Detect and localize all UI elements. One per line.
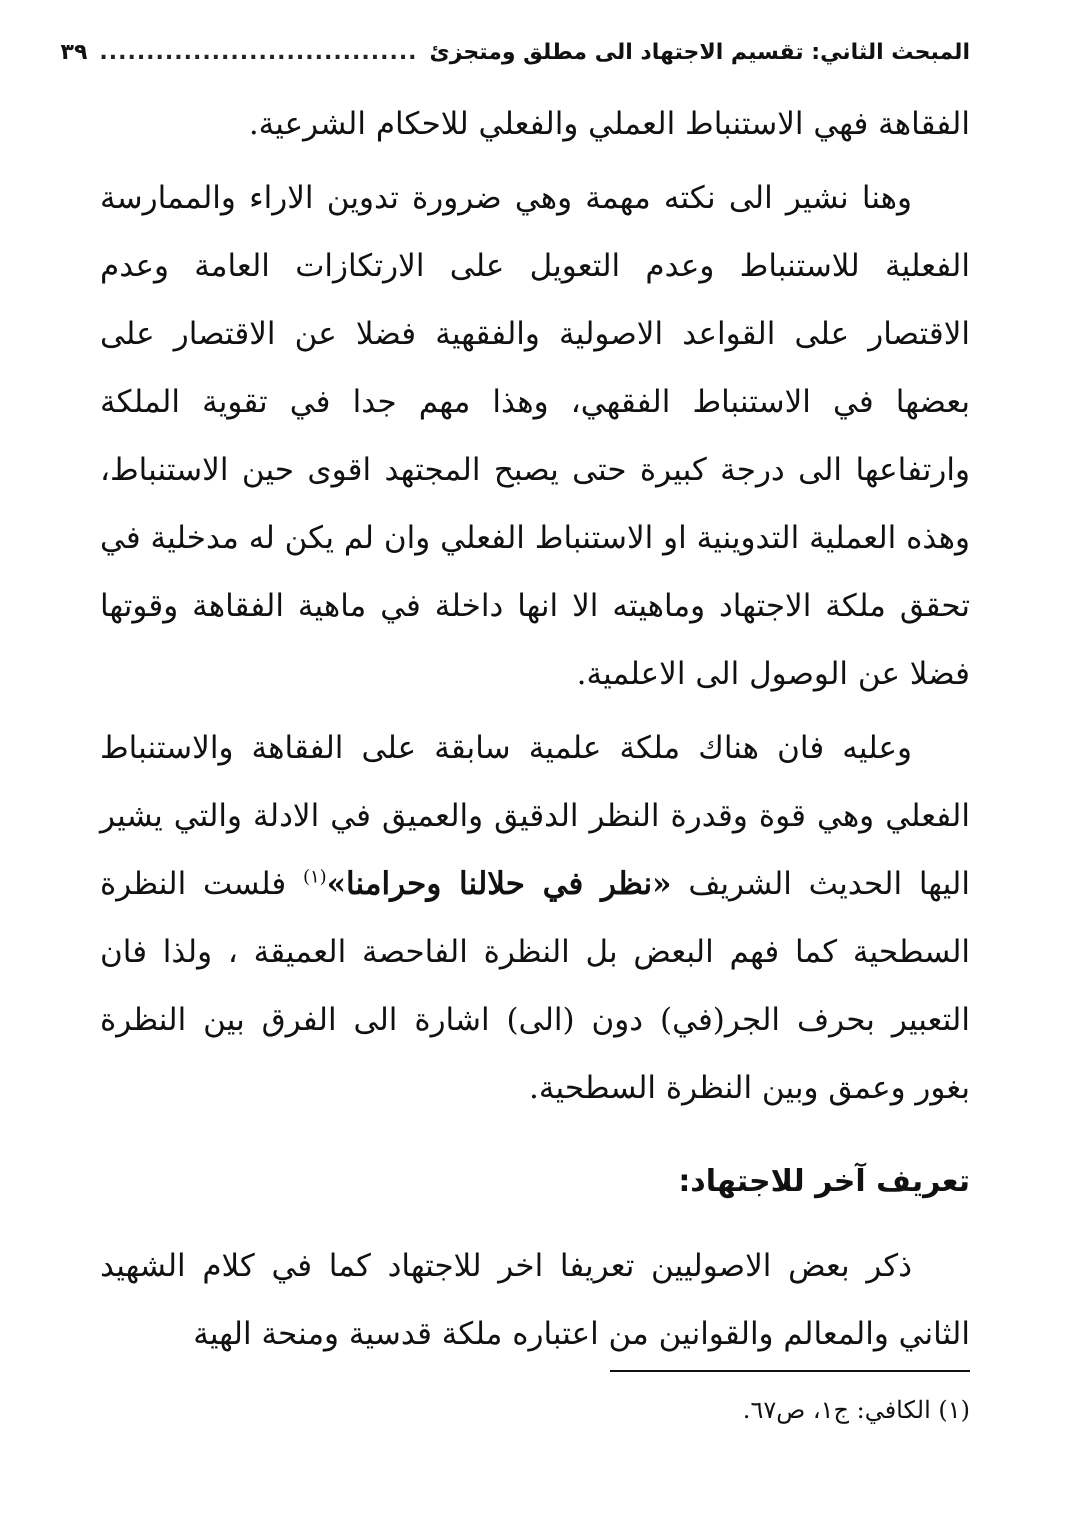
running-header [60,40,970,88]
paragraph-text-end: فلست النظرة السطحية كما فهم البعض بل النظرة الفاحصة العميقة ، ولذا فان التعبير بحرف الجر(في) دون (الى) اشارة الى الفرق بين النظرة بغور وعمق وبين النظرة السطحية. [100,866,970,1106]
paragraph-text-start: وعليه فان هناك ملكة علمية سابقة على الفقاهة والاستنباط الفعلي وهي قوة وقدرة النظر الدقيق والعميق في الادلة والتي يشير اليها الحديث الشريف [100,730,970,902]
footnote-divider [610,1370,970,1372]
book-page [60,40,970,1500]
section-heading: تعريف آخر للاجتهاد: [678,1164,970,1199]
paragraph-definition: ذكر بعض الاصوليين تعريفا اخر للاجتهاد كما في كلام الشهيد الثاني والمعالم والقوانين من اعتباره ملكة قدسية ومنحة الهية [100,1248,970,1352]
footnote-marker: (١) [302,866,327,888]
hadith-quote: «نظر في حلالنا وحرامنا» [326,866,672,902]
paragraph-continued: الفقاهة فهي الاستنباط العملي والفعلي للاحكام الشرعية. [248,106,970,142]
chapter-title: المبحث الثاني: تقسيم الاجتهاد الى مطلق ومتجزئ [429,40,970,65]
leader-dots: .................................. [99,40,418,65]
footnote: (١) الكافي: ج١، ص٦٧. [742,1396,970,1424]
paragraph-recording-opinions: وهنا نشير الى نكته مهمة وهي ضرورة تدوين الاراء والممارسة الفعلية للاستنباط وعدم التعويل على الارتكازات العامة وعدم الاقتصار على القواعد الاصولية والفقهية فضلا عن الاقتصار على بعضها في الاستنباط الفقهي، وهذا مهم جدا في تقوية الملكة وارتفاعها الى درجة كبيرة حتى يصبح المجتهد اقوى حين الاستنباط، وهذه العملية التدوينية او الاستنباط الفعلي وان لم يكن له مدخلية في تحقق ملكة الاجتهاد وماهيته الا انها داخلة في ماهية الفقاهة وقوتها فضلا عن الوصول الى الاعلمية. [100,180,970,692]
paragraph-scholarly-faculty [100,714,970,1122]
page-number: ٣٩ [60,40,88,65]
